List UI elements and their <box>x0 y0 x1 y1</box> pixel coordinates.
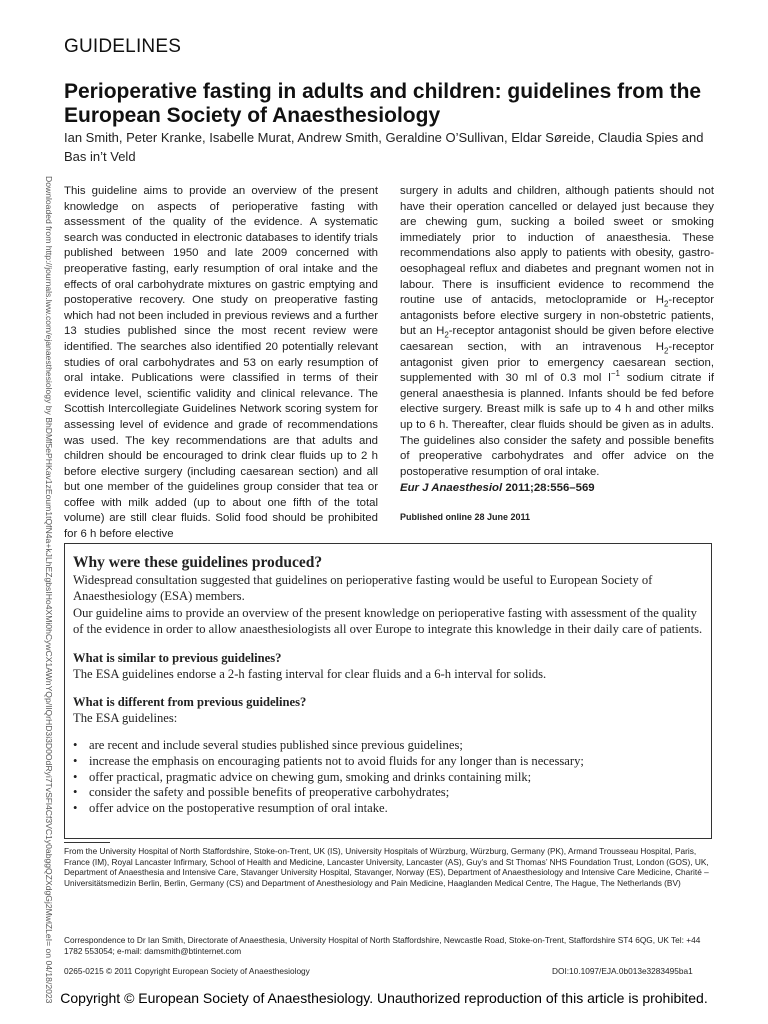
abstract-right-column <box>400 184 714 497</box>
similar-heading: What is similar to previous guidelines? <box>73 650 282 665</box>
list-item-text: increase the emphasis on encouraging patients not to avoid fluids for any longer than is necessary; <box>89 754 584 769</box>
abstract-text-left: This guideline aims to provide an overview of the present knowledge on aspects of perioperative fasting with assessment of the quality of the evidence. A systematic search was conducted in electronic databases to identify trials published between 1950 and late 2009 concerned with preoperative fasting, early resumption of oral intake and the effects of oral carbohydrate mixtures on gastric emptying and postoperative recovery. One study on preoperative fasting which had not been included in previous reviews and a further 13 studies published since the most recent review were identified. The searches also identified 20 potentially relevant studies of oral carbohydrates and 53 on early resumption of oral intake. Publications were classified in terms of their evidence level, scientific validity and clinical relevance. The Scottish Intercollegiate Guidelines Network scoring system for assessing level of evidence and grade of recommendations was used. The key recommendations are that adults and children should be encouraged to drink clear fluids up to 2 h before elective surgery (including caesarean section) and all but one member of the guidelines group consider that tea or coffee with milk added (up to about one fifth of the total volume) are still clear fluids. Solid food should be prohibited for 6 h before elective <box>64 185 378 541</box>
box-paragraph-2: Our guideline aims to provide an overview of the present knowledge on perioperative fasting with assessment of the quality of the evidence in order to allow anaesthesiologists all over Europe to integrate this knowledge in their daily care of patients. <box>73 605 703 637</box>
similar-text: The ESA guidelines endorse a 2-h fasting interval for clear fluids and a 6-h interval for solids. <box>73 666 547 681</box>
download-watermark: Downloaded from http://journals.lww.com/ejanaesthesiology by BhDMf5ePHKav1zEoum1tQfN4a+kJLhEZgbsIHo4XMi0hCywCX1AWnYQp/IlQrHD3i3D0OdRyi7TvSFl4Cf3VC1y0abggQZXdgGj2MwlZLeI= on 04/18/2023 <box>44 176 54 1004</box>
differences-list <box>73 738 705 816</box>
list-item-text: consider the safety and possible benefits of preoperative carbohydrates; <box>89 785 450 800</box>
h2-subscript: 2 <box>663 299 669 309</box>
affiliations: From the University Hospital of North Staffordshire, Stoke-on-Trent, UK (IS), University Hospitals of Würzburg, Würzburg, Germany (PK), Armand Trousseau Hospital, Paris, France (IM), Royal Lancaster Infirmary, School of Health and Medicine, Lancaster University, Lancaster (AS), Guy’s and St Thomas’ NHS Foundation Trust, London (GOS), UK, Department of Anaesthesia and Intensive Care, Stavanger University Hospital, Stavanger, Norway (ES), Department of Anaesthesiology and Intensive Care Medicine, Charité – Universitätsmedizin Berlin, Berlin, Germany (CS) and Department of Anesthesiology and Pain Medicine, Haaglanden Medical Centre, The Hague, The Netherlands (BV) <box>64 846 709 888</box>
abstract-right-part-3: -receptor antagonist should be given before elective caesarean section, with an intravenous H <box>400 325 714 353</box>
bullet-icon: • <box>73 800 78 815</box>
different-intro: The ESA guidelines: <box>73 711 178 726</box>
article-title: Perioperative fasting in adults and children: guidelines from the European Society of Anaesthesiology <box>64 80 702 127</box>
author-list: Ian Smith, Peter Kranke, Isabelle Murat, Andrew Smith, Geraldine O’Sullivan, Eldar Søreide, Claudia Spies and Bas in’t Veld <box>64 130 704 164</box>
list-item-text: offer advice on the postoperative resumption of oral intake. <box>89 800 388 815</box>
h2-subscript: 2 <box>444 330 449 340</box>
abstract-text-right <box>400 184 714 480</box>
bullet-icon: • <box>73 738 78 753</box>
abstract-right-part-4: -receptor antagonist given prior to emergency caesarean section, supplemented with 30 ml of 0.3 mol l <box>400 340 714 385</box>
unit-superscript: −1 <box>610 369 620 379</box>
list-item-text: are recent and include several studies published since previous guidelines; <box>89 738 463 753</box>
list-item <box>73 754 705 770</box>
journal-name: Eur J Anaesthesiol <box>400 482 503 495</box>
bullet-icon: • <box>73 754 78 769</box>
correspondence: Correspondence to Dr Ian Smith, Directorate of Anaesthesia, University Hospital of North Staffordshire, Newcastle Road, Stoke-on-Trent, Staffordshire ST4 6QG, UK Tel: +44 1782 553054; e-mail: damsmith@btinternet.com <box>64 935 701 956</box>
h2-subscript: 2 <box>663 346 669 356</box>
abstract-right-part-1: surgery in adults and children, although patients should not have their operation cancelled or delayed just because they are chewing gum, sucking a boiled sweet or smoking immediately prior to induction of anaesthesia. These recommendations also apply to patients with obesity, gastro-oesophageal reflux and diabetes and pregnant women not in labour. There is insufficient evidence to recommend the routine use of antacids, metoclopramide or H <box>400 185 714 307</box>
list-item <box>73 770 705 786</box>
abstract-left-column <box>64 184 378 543</box>
different-heading: What is different from previous guidelines? <box>73 695 307 710</box>
doi[interactable]: DOI:10.1097/EJA.0b013e3283495ba1 <box>552 966 693 976</box>
footnote-divider <box>64 842 110 843</box>
list-item-text: offer practical, pragmatic advice on chewing gum, smoking and drinks containing milk; <box>89 769 532 784</box>
abstract-right-part-2: -receptor antagonists before elective surgery in non-obstetric patients, but an H <box>400 294 714 338</box>
box-paragraph-1: Widespread consultation suggested that guidelines on perioperative fasting would be useful to European Society of Anaesthesiology (ESA) members. <box>73 573 653 604</box>
journal-reference: 2011;28:556–569 <box>505 482 595 495</box>
section-label: GUIDELINES <box>64 36 182 57</box>
box-heading: Why were these guidelines produced? <box>73 554 323 571</box>
summary-box <box>64 543 712 839</box>
copyright-notice: Copyright © European Society of Anaesthesiology. Unauthorized reproduction of this article is prohibited. <box>60 990 708 1006</box>
bullet-icon: • <box>73 785 78 800</box>
list-item <box>73 738 705 754</box>
published-date: Published online 28 June 2011 <box>400 512 531 522</box>
list-item <box>73 785 705 801</box>
journal-citation <box>400 481 714 497</box>
bullet-icon: • <box>73 769 78 784</box>
abstract-right-part-5: sodium citrate if general anaesthesia is planned. Infants should be fed before elective surgery. Breast milk is safe up to 4 h and other milks up to 6 h. Thereafter, clear fluids should be given as in adults. The guidelines also consider the safety and possible benefits of preoperative carbohydrates and offer advice on the postoperative resumption of oral intake. <box>400 372 714 478</box>
issn-copyright: 0265-0215 © 2011 Copyright European Society of Anaesthesiology <box>64 966 310 976</box>
list-item <box>73 801 705 817</box>
